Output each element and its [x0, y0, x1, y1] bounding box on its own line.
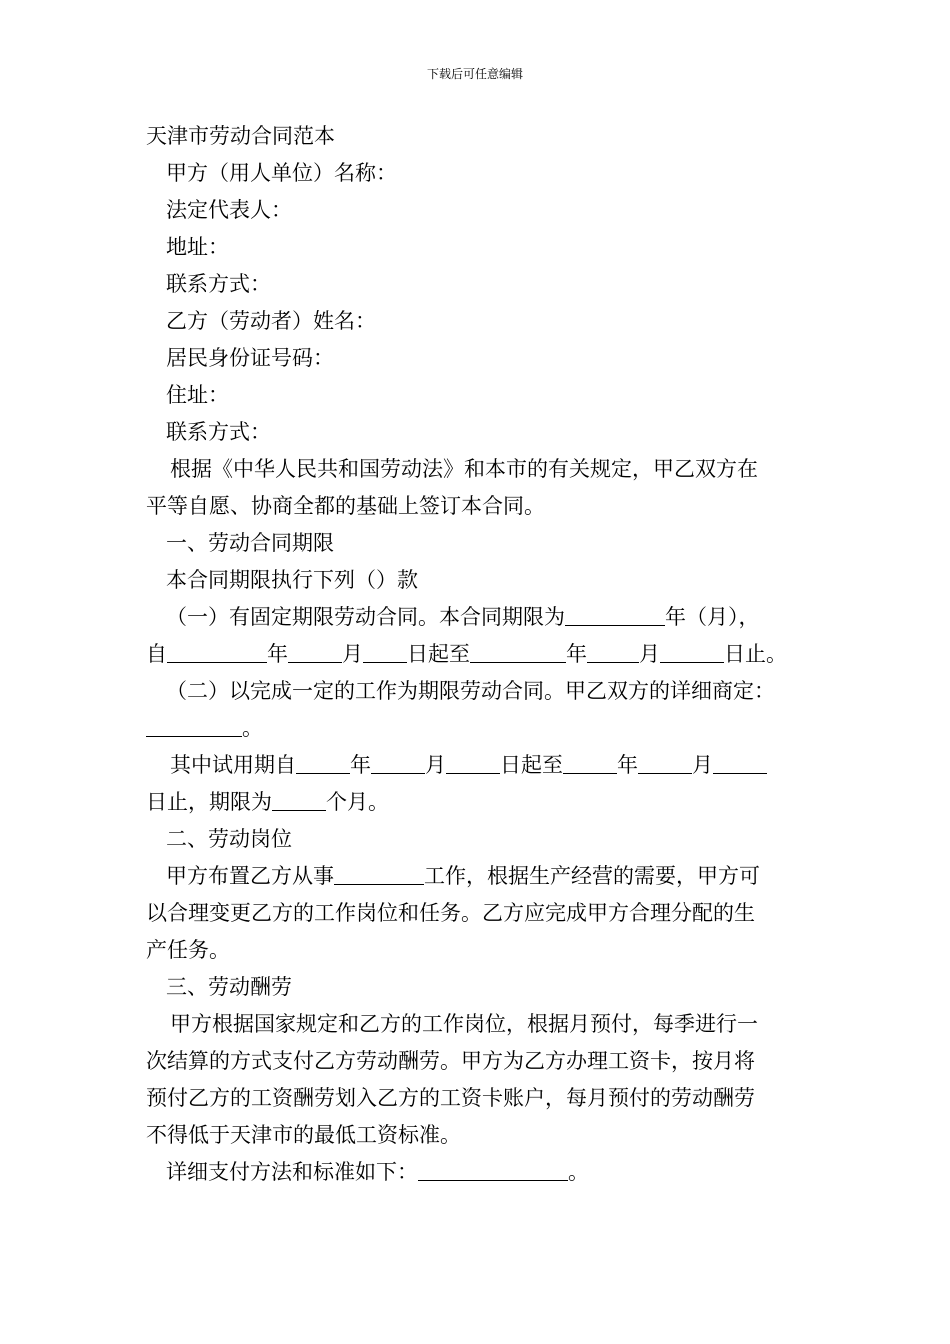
end-year-blank[interactable] [470, 640, 566, 663]
section-1-heading: 一、劳动合同期限 [166, 531, 334, 555]
year-text: 年 [617, 753, 638, 777]
job-blank[interactable] [334, 862, 424, 885]
start-year-blank[interactable] [167, 640, 267, 663]
party-a-contact-label: 联系方式： [166, 272, 271, 296]
day-to-text: 日起至 [407, 642, 470, 666]
end-month-blank[interactable] [587, 640, 639, 663]
month-text: 月 [639, 642, 660, 666]
party-b-id-label: 居民身份证号码： [166, 346, 334, 370]
year-text: 年 [267, 642, 288, 666]
party-a-address-label: 地址： [166, 235, 229, 259]
end-day-blank[interactable] [660, 640, 724, 663]
section-3-heading: 三、劳动酬劳 [166, 975, 292, 999]
party-b-name-label: 乙方（劳动者）姓名： [166, 309, 376, 333]
payment-method-blank[interactable] [418, 1158, 568, 1181]
term-length-blank[interactable] [565, 603, 665, 626]
day-end-text: 日止。 [724, 642, 787, 666]
probation-start-month-blank[interactable] [371, 751, 425, 774]
section-2-line-3: 产任务。 [146, 938, 230, 962]
start-day-blank[interactable] [363, 640, 407, 663]
preamble-line-2: 平等自愿、协商全都的基础上签订本合同。 [146, 494, 545, 518]
section-3-line-1: 甲方根据国家规定和乙方的工作岗位，根据月预付，每季进行一 [170, 1012, 758, 1036]
start-month-blank[interactable] [288, 640, 342, 663]
preamble-line-1: 根据《中华人民共和国劳动法》和本市的有关规定，甲乙双方在 [170, 457, 758, 481]
month-text: 月 [342, 642, 363, 666]
period-text: 。 [242, 716, 263, 740]
contract-document [146, 118, 826, 1191]
section-3-line-2: 次结算的方式支付乙方劳动酬劳。甲方为乙方办理工资卡，按月将 [146, 1049, 755, 1073]
section-2-line-1 [146, 858, 826, 895]
probation-end-day-blank[interactable] [713, 751, 767, 774]
fixed-term-line-2 [146, 636, 826, 673]
probation-end-year-blank[interactable] [563, 751, 617, 774]
section-2-heading: 二、劳动岗位 [166, 827, 292, 851]
year-month-text: 年（月）， [665, 605, 760, 629]
payment-method-line [146, 1154, 826, 1191]
header-note: 下载后可任意编辑 [426, 67, 523, 81]
probation-months-blank[interactable] [272, 788, 326, 811]
party-b-contact-label: 联系方式： [166, 420, 271, 444]
fixed-term-text: （一）有固定期限劳动合同。本合同期限为 [166, 605, 565, 629]
year-text: 年 [350, 753, 371, 777]
months-text: 个月。 [326, 790, 389, 814]
assign-text: 甲方布置乙方从事 [166, 864, 334, 888]
month-text: 月 [425, 753, 446, 777]
fixed-term-line-1 [146, 599, 826, 636]
probation-start-year-blank[interactable] [296, 751, 350, 774]
section-3-line-3: 预付乙方的工资酬劳划入乙方的工资卡账户，每月预付的劳动酬劳 [146, 1086, 755, 1110]
period-length-text: 日止，期限为 [146, 790, 272, 814]
month-text: 月 [692, 753, 713, 777]
task-agreement-blank[interactable] [146, 714, 242, 737]
section-1-intro: 本合同期限执行下列（）款 [166, 568, 418, 592]
task-term-line-2 [146, 710, 826, 747]
party-a-name-label: 甲方（用人单位）名称： [166, 161, 397, 185]
probation-start-day-blank[interactable] [446, 751, 500, 774]
period-text: 。 [568, 1160, 589, 1184]
probation-end-month-blank[interactable] [638, 751, 692, 774]
payment-method-text: 详细支付方法和标准如下： [166, 1160, 418, 1184]
task-term-line-1: （二）以完成一定的工作为期限劳动合同。甲乙双方的详细商定： [166, 679, 775, 703]
probation-text: 其中试用期自 [170, 753, 296, 777]
section-3-line-4: 不得低于天津市的最低工资标准。 [146, 1123, 461, 1147]
year-text: 年 [566, 642, 587, 666]
document-title: 天津市劳动合同范本 [146, 124, 335, 148]
probation-line-2 [146, 784, 826, 821]
from-text: 自 [146, 642, 167, 666]
job-continue-text: 工作，根据生产经营的需要，甲方可 [424, 864, 760, 888]
day-to-text: 日起至 [500, 753, 563, 777]
party-b-address-label: 住址： [166, 383, 229, 407]
party-a-rep-label: 法定代表人： [166, 198, 292, 222]
probation-line-1 [146, 747, 826, 784]
section-2-line-2: 以合理变更乙方的工作岗位和任务。乙方应完成甲方合理分配的生 [146, 901, 755, 925]
